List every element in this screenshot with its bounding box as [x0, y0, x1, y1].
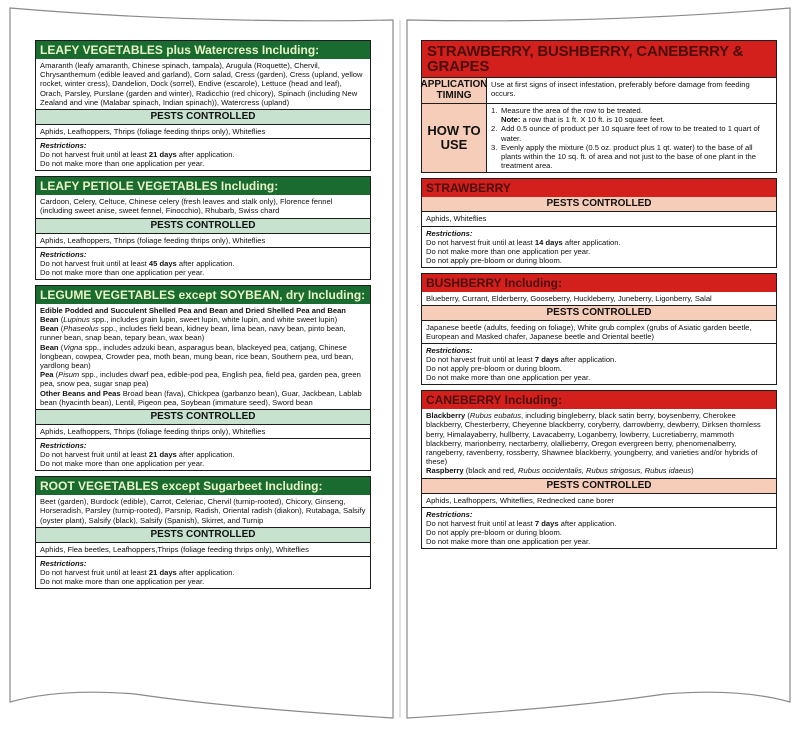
restrictions-label: Restrictions: — [40, 249, 87, 259]
application-timing-row — [422, 78, 776, 104]
section-header: LEGUME VEGETABLES except SOYBEAN, dry Including: — [36, 286, 370, 304]
section-header: LEAFY PETIOLE VEGETABLES Including: — [36, 177, 370, 195]
main-title: STRAWBERRY, BUSHBERRY, CANEBERRY & GRAPES — [422, 41, 776, 78]
restrictions — [422, 508, 776, 548]
restrictions-label: Restrictions: — [426, 346, 473, 356]
crop-list: Blueberry, Currant, Elderberry, Gooseberry, Huckleberry, Juneberry, Ligonberry, Salal — [422, 292, 776, 306]
pests-controlled-header: PESTS CONTROLLED — [36, 219, 370, 234]
restrictions — [36, 139, 370, 170]
caneberry-raspberry: Raspberry (black and red, Rubus occidentalis, Rubus strigosus, Rubus idaeus) — [426, 466, 694, 476]
crop-list — [36, 304, 370, 410]
leafy-petiole-section — [35, 176, 371, 280]
caneberry-blackberry: Blackberry (Rubus eubatus, including bingleberry, black satin berry, boysenberry, Cherokee blackberry, Chesterberry, Cheyenne blackberry, coryberry, darrowberry, dewberry, Dirksen thornless berry, Himalayaberry, hullberry, Lavacaberry, Loganberry, lowberry, Lucretiaberry, mammoth blackberry, marionberry, nectarberry, olallieberry, Oregon evergreen berry, phenomenalberry, rangeberry, ravenberry, rossberry, Shawnee blackberry, youngberry, and varieties and/or hybrids of these) — [426, 411, 761, 467]
leafy-vegetables-section — [35, 40, 371, 171]
restrictions-label: Restrictions: — [426, 509, 473, 519]
restriction-bloom: Do not apply pre-bloom or during bloom. — [426, 364, 562, 374]
how-to-use-label: HOW TO USE — [422, 104, 487, 172]
restriction-bloom: Do not apply pre-bloom or during bloom. — [426, 255, 562, 265]
left-page-column — [35, 40, 371, 594]
caneberry-section — [421, 390, 777, 549]
section-header: CANEBERRY Including: — [422, 391, 776, 409]
restriction-harvest: Do not harvest fruit until at least 7 days after application. — [426, 518, 617, 528]
restrictions — [36, 439, 370, 470]
section-header: STRAWBERRY — [422, 179, 776, 197]
step-3: 3. Evenly apply the mixture (0.5 oz. product plus 1 qt. water) to the base of all plants within the 10 sq. ft. of area and not just to the base of one plant in the treatment area. — [491, 142, 756, 171]
restriction-applications: Do not make more than one application per year. — [40, 267, 205, 277]
restrictions-label: Restrictions: — [40, 441, 87, 451]
legume-phaseolus: Bean (Phaseolus spp., includes field bean, kidney bean, lima bean, navy bean, pinto bean, runner bean, snap bean, tepary bean, wax bean) — [40, 324, 346, 343]
pests-list: Aphids, Flea beetles, Leafhoppers,Thrips (foliage feeding thrips only), Whiteflies — [36, 543, 370, 557]
step-1: 1. Measure the area of the row to be treated. Note: a row that is 1 ft. X 10 ft. is 10 square feet. — [491, 106, 665, 125]
restrictions — [422, 344, 776, 384]
restriction-harvest: Do not harvest fruit until at least 14 days after application. — [426, 237, 621, 247]
crop-list — [422, 409, 776, 478]
legume-intro: Edible Podded and Succulent Shelled Pea and Bean and Dried Shelled Pea and Bean — [40, 305, 346, 315]
root-vegetables-section — [35, 476, 371, 589]
pests-controlled-header: PESTS CONTROLLED — [422, 306, 776, 321]
strawberry-section — [421, 178, 777, 267]
how-to-use-row — [422, 104, 776, 172]
legume-pisum: Pea (Pisum spp., includes dwarf pea, edible-pod pea, English pea, field pea, garden pea, green pea, snow pea, sugar snap pea) — [40, 370, 361, 389]
crop-list: Amaranth (leafy amaranth, Chinese spinach, tampala), Arugula (Roquette), Chervil, Chrysanthemum (edible leaved and garland), Corn salad, Cress (garden), Cress (upland, yellow rocket, winter cress), Dandelion, Dock (sorrel), Endive (escarole), Lettuce (head and leaf), Orach, Parsley, Purslane (garden and winter), Radicchio (red chicory), Spinach (including New Zealand and vine (Malabar spinach, Indian spinach)), Watercress (upland) — [36, 59, 370, 110]
restriction-applications: Do not make more than one application per year. — [426, 373, 591, 383]
pests-list: Aphids, Leafhoppers, Thrips (foliage feeding thrips only), Whiteflies — [36, 125, 370, 139]
restriction-applications: Do not make more than one application per year. — [40, 159, 205, 169]
crop-list: Cardoon, Celery, Celtuce, Chinese celery (fresh leaves and stalk only), Florence fennel (including sweet anise, sweet fennel, Finocchio), Rhubarb, Swiss chard — [36, 195, 370, 218]
restriction-harvest: Do not harvest fruit until at least 7 days after application. — [426, 355, 617, 365]
restriction-harvest: Do not harvest fruit until at least 45 days after application. — [40, 258, 235, 268]
pests-controlled-header: PESTS CONTROLLED — [36, 110, 370, 125]
section-header: LEAFY VEGETABLES plus Watercress Including: — [36, 41, 370, 59]
restrictions-label: Restrictions: — [40, 141, 87, 151]
legume-vigna: Bean (Vigna spp., includes adzuki bean, asparagus bean, blackeyed pea, catjang, Chinese longbean, cowpea, Crowder pea, moth bean, mung bean, rice bean, Southern pea, urd bean, yardlong bean) — [40, 342, 354, 371]
legume-vegetables-section — [35, 285, 371, 471]
pests-list: Aphids, Whiteflies — [422, 212, 776, 226]
pests-controlled-header: PESTS CONTROLLED — [422, 197, 776, 212]
right-page-column — [421, 40, 777, 554]
section-header: ROOT VEGETABLES except Sugarbeet Including: — [36, 477, 370, 495]
how-to-use-steps — [487, 104, 776, 172]
pests-controlled-header: PESTS CONTROLLED — [36, 528, 370, 543]
restriction-bloom: Do not apply pre-bloom or during bloom. — [426, 527, 562, 537]
restriction-applications: Do not make more than one application per year. — [40, 577, 205, 587]
crop-list: Beet (garden), Burdock (edible), Carrot, Celeriac, Chervil (turnip-rooted), Chicory, Ginseng, Horseradish, Parsley (turnip-rooted), Parsnip, Radish, Oriental radish (diakon), Rutabaga, Salsify (oyster plant), Salsify (black), Salsify (Spanish), Skirret, and Turnip — [36, 495, 370, 528]
legume-lupinus: Bean (Lupinus spp., includes grain lupin, sweet lupin, white lupin, and white sweet lupin) — [40, 315, 338, 325]
restrictions — [36, 248, 370, 279]
pests-list: Aphids, Leafhoppers, Whiteflies, Rednecked cane borer — [422, 494, 776, 508]
application-timing-label: APPLICATION TIMING — [422, 78, 487, 103]
legume-other: Other Beans and Peas Broad bean (fava), Chickpea (garbanzo bean), Guar, Jackbean, Lablab bean (hyacinth bean), Lentil, Pigeon pea, Soybean (immature seed), Sword bean — [40, 388, 362, 407]
bushberry-section — [421, 273, 777, 386]
pests-controlled-header: PESTS CONTROLLED — [422, 479, 776, 494]
restriction-applications: Do not make more than one application per year. — [426, 246, 591, 256]
restriction-applications: Do not make more than one application per year. — [426, 536, 591, 546]
pests-list: Aphids, Leafhoppers, Thrips (foliage feeding thrips only), Whiteflies — [36, 425, 370, 439]
section-header: BUSHBERRY Including: — [422, 274, 776, 292]
pests-list: Japanese beetle (adults, feeding on foliage), White grub complex (grubs of Asiatic garden beetle, European and Masked chafer, Japanese beetle and Oriental beetle) — [422, 321, 776, 344]
application-timing-text: Use at first signs of insect infestation, preferably before damage from feeding occurs. — [491, 80, 750, 99]
restrictions-label: Restrictions: — [426, 228, 473, 238]
pests-controlled-header: PESTS CONTROLLED — [36, 410, 370, 425]
restrictions — [36, 557, 370, 588]
restriction-harvest: Do not harvest fruit until at least 21 days after application. — [40, 150, 235, 160]
restriction-applications: Do not make more than one application per year. — [40, 459, 205, 469]
restrictions-label: Restrictions: — [40, 559, 87, 569]
restrictions — [422, 227, 776, 267]
step-2: 2. Add 0.5 ounce of product per 10 square feet of row to be treated to 1 quart of water. — [491, 124, 760, 143]
berry-application-section — [421, 40, 777, 173]
pests-list: Aphids, Leafhoppers, Thrips (foliage feeding thrips only), Whiteflies — [36, 234, 370, 248]
restriction-harvest: Do not harvest fruit until at least 21 days after application. — [40, 450, 235, 460]
restriction-harvest: Do not harvest fruit until at least 21 days after application. — [40, 568, 235, 578]
